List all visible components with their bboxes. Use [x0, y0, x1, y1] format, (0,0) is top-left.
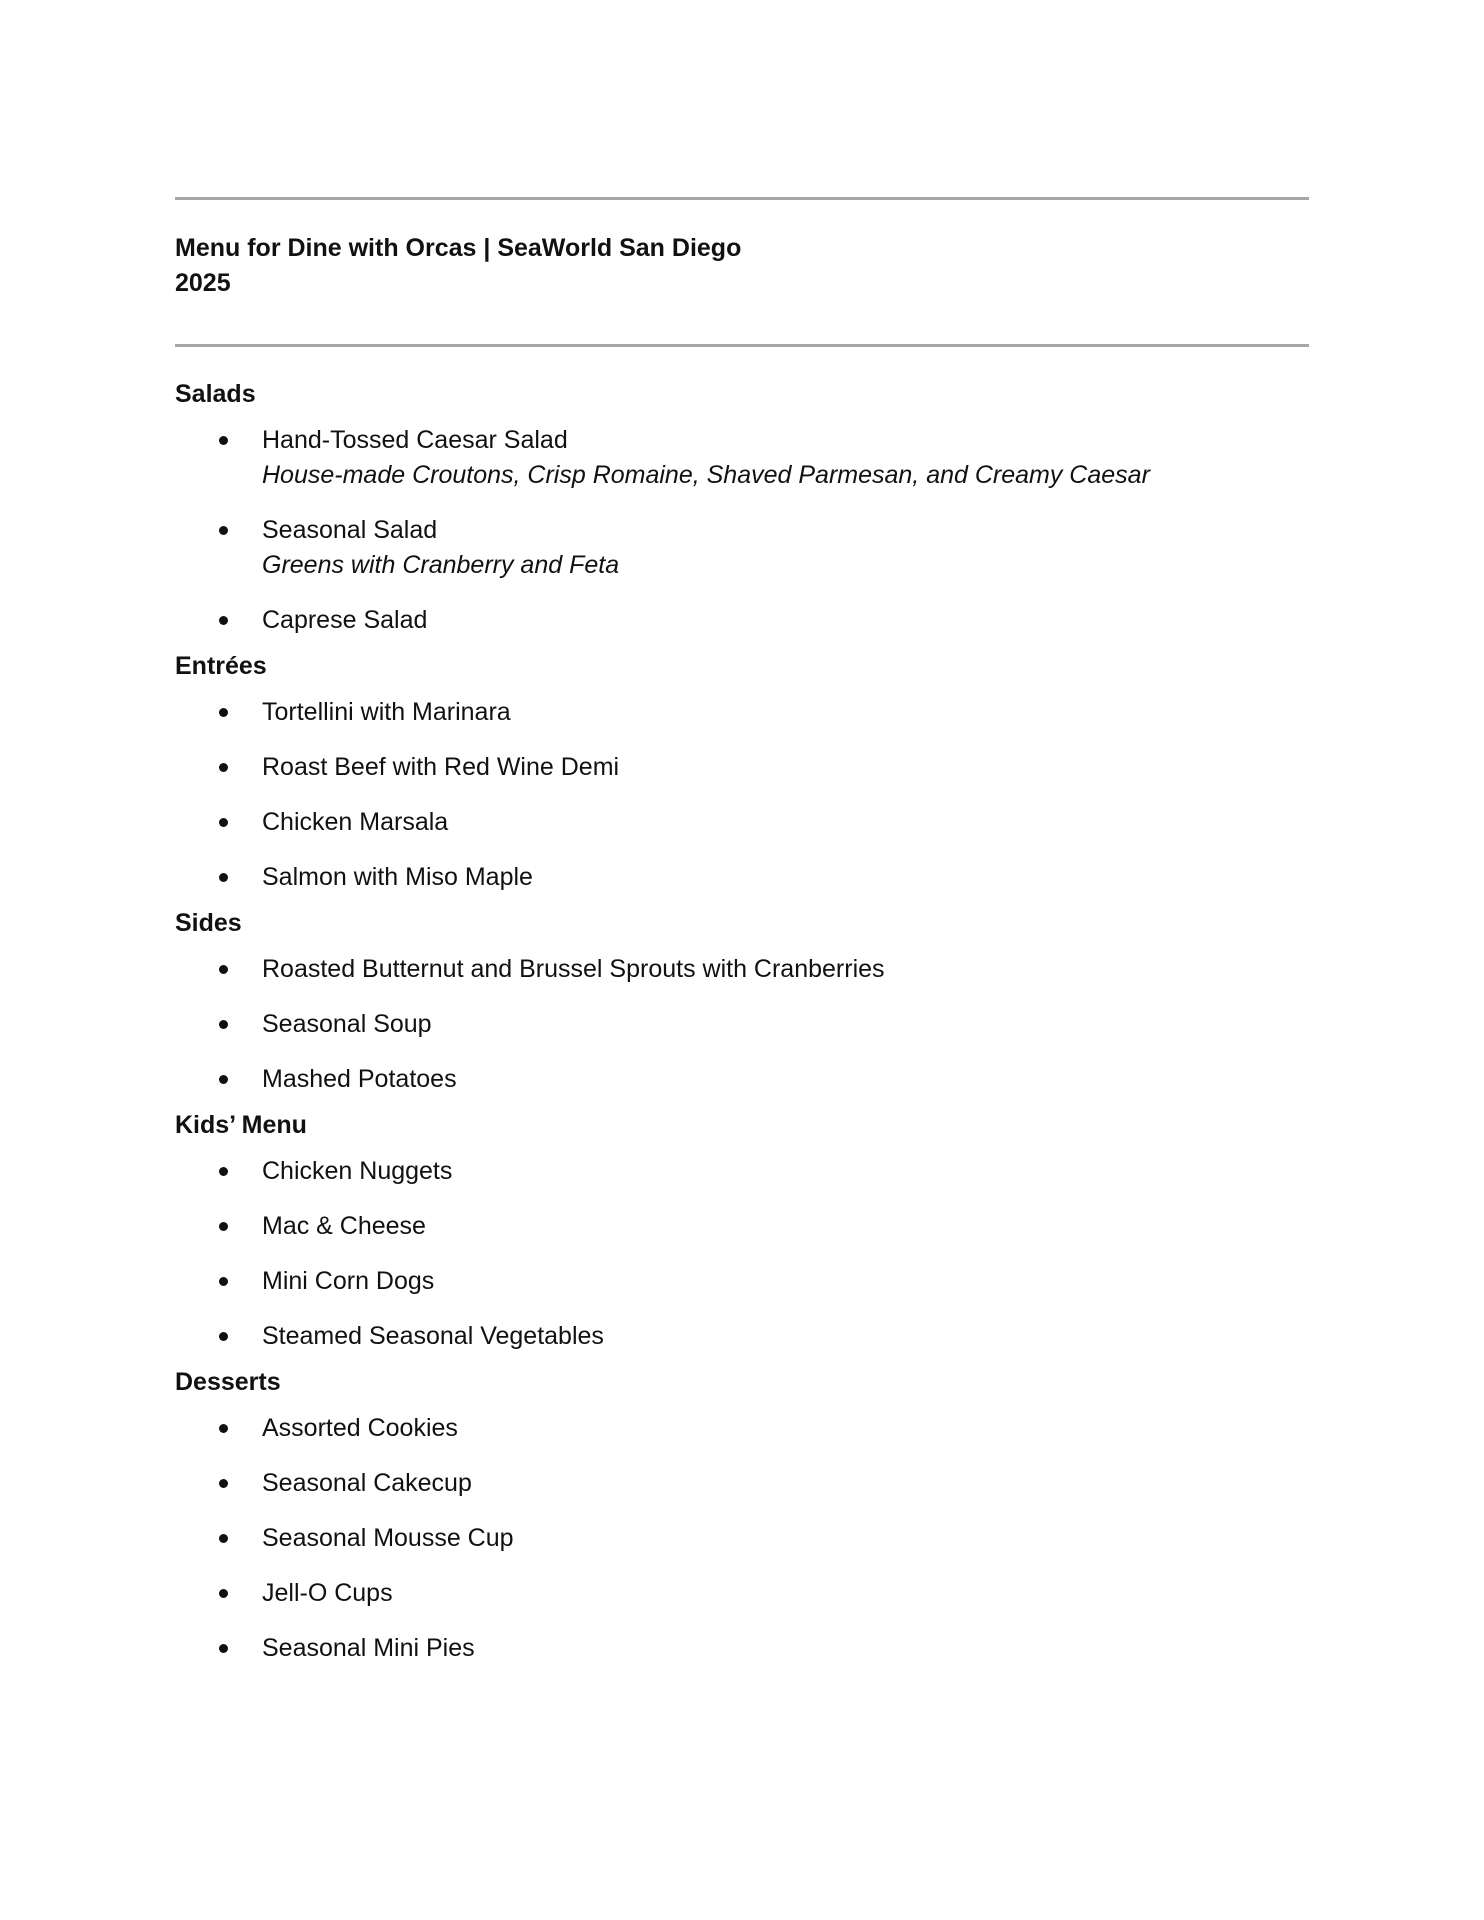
bullet-icon	[219, 1020, 228, 1029]
item-name: Salmon with Miso Maple	[262, 863, 533, 891]
item-name: Tortellini with Marinara	[262, 698, 511, 726]
list-item	[175, 1154, 1309, 1189]
list-item	[175, 1631, 1309, 1666]
menu-document	[175, 197, 1309, 1677]
section-desserts	[175, 1365, 1309, 1666]
item-name: Seasonal Mousse Cup	[262, 1524, 514, 1552]
list-item	[175, 1576, 1309, 1611]
item-name: Mac & Cheese	[262, 1212, 426, 1240]
bullet-icon	[219, 1424, 228, 1433]
bullet-icon	[219, 1167, 228, 1176]
item-name: Roasted Butternut and Brussel Sprouts with Cranberries	[262, 955, 885, 983]
item-name: Roast Beef with Red Wine Demi	[262, 753, 620, 781]
section-salads	[175, 377, 1309, 638]
item-name: Hand-Tossed Caesar Salad	[262, 426, 568, 454]
section-kids-menu	[175, 1108, 1309, 1354]
list-item	[175, 1062, 1309, 1097]
list-item	[175, 1264, 1309, 1299]
page-title: Menu for Dine with Orcas | SeaWorld San Diego	[175, 234, 742, 262]
bullet-icon	[219, 616, 228, 625]
list-item	[175, 513, 1309, 583]
item-list	[175, 952, 1309, 1097]
title-block	[175, 200, 1309, 344]
item-name: Mini Corn Dogs	[262, 1267, 435, 1295]
item-name: Caprese Salad	[262, 606, 428, 634]
item-name: Mashed Potatoes	[262, 1065, 457, 1093]
list-item	[175, 952, 1309, 987]
bullet-icon	[219, 1644, 228, 1653]
menu-year: 2025	[175, 269, 231, 297]
list-item	[175, 1209, 1309, 1244]
list-item	[175, 603, 1309, 638]
item-name: Chicken Nuggets	[262, 1157, 453, 1185]
item-name: Chicken Marsala	[262, 808, 449, 836]
section-heading: Sides	[175, 909, 242, 937]
bullet-icon	[219, 965, 228, 974]
item-description: House-made Croutons, Crisp Romaine, Shaved Parmesan, and Creamy Caesar	[262, 461, 1150, 489]
bullet-icon	[219, 708, 228, 717]
list-item	[175, 1411, 1309, 1446]
list-item	[175, 1007, 1309, 1042]
section-heading: Kids’ Menu	[175, 1111, 307, 1139]
section-sides	[175, 906, 1309, 1097]
list-item	[175, 1319, 1309, 1354]
section-heading: Salads	[175, 380, 256, 408]
list-item	[175, 1521, 1309, 1556]
bullet-icon	[219, 1479, 228, 1488]
bullet-icon	[219, 526, 228, 535]
bullet-icon	[219, 1332, 228, 1341]
bullet-icon	[219, 1277, 228, 1286]
list-item	[175, 805, 1309, 840]
title-divider	[175, 344, 1309, 347]
item-list	[175, 695, 1309, 895]
bullet-icon	[219, 1589, 228, 1598]
section-heading: Desserts	[175, 1368, 281, 1396]
item-description: Greens with Cranberry and Feta	[262, 551, 620, 579]
bullet-icon	[219, 873, 228, 882]
section-heading: Entrées	[175, 652, 267, 680]
bullet-icon	[219, 1534, 228, 1543]
item-name: Seasonal Soup	[262, 1010, 432, 1038]
item-name: Seasonal Salad	[262, 516, 438, 544]
bullet-icon	[219, 818, 228, 827]
bullet-icon	[219, 763, 228, 772]
item-name: Jell-O Cups	[262, 1579, 393, 1607]
item-list	[175, 1411, 1309, 1666]
list-item	[175, 695, 1309, 730]
item-name: Seasonal Cakecup	[262, 1469, 472, 1497]
bullet-icon	[219, 1222, 228, 1231]
item-list	[175, 1154, 1309, 1354]
item-name: Assorted Cookies	[262, 1414, 458, 1442]
list-item	[175, 860, 1309, 895]
section-entrees	[175, 649, 1309, 895]
item-name: Steamed Seasonal Vegetables	[262, 1322, 604, 1350]
list-item	[175, 423, 1309, 493]
item-list	[175, 423, 1309, 638]
bullet-icon	[219, 1075, 228, 1084]
list-item	[175, 750, 1309, 785]
bullet-icon	[219, 436, 228, 445]
item-name: Seasonal Mini Pies	[262, 1634, 475, 1662]
list-item	[175, 1466, 1309, 1501]
